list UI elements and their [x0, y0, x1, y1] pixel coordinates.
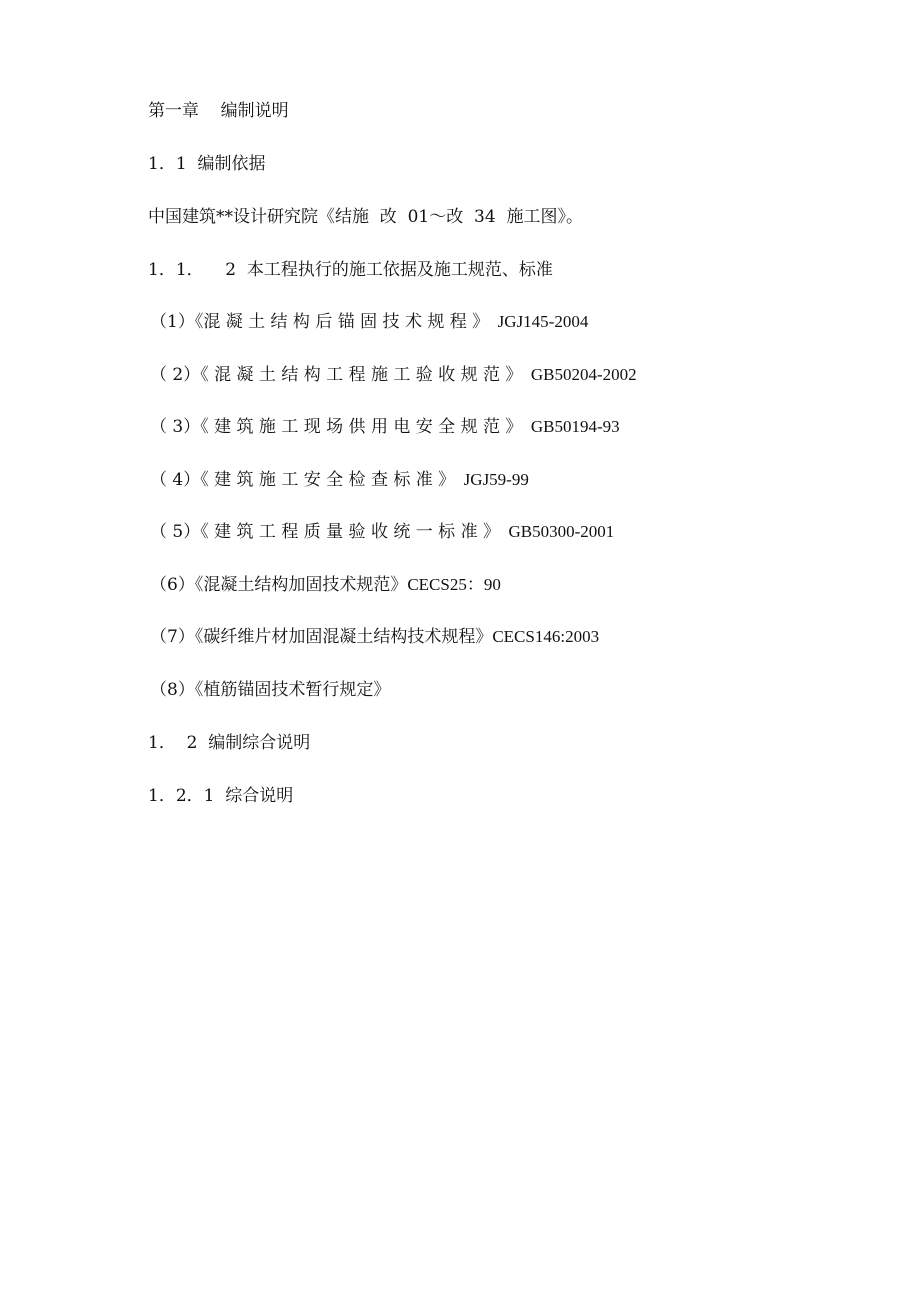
- standard-item-6: [150, 575, 501, 595]
- standard-title: （ 3）《 建 筑 施 工 现 场 供 用 电 安 全 规 范 》: [150, 417, 523, 437]
- standard-title: （7）《碳纤维片材加固混凝土结构技术规程》: [150, 627, 493, 647]
- section-heading-1-2-1: 1．2．1 综合说明: [148, 786, 294, 806]
- standard-item-2: [150, 365, 637, 385]
- standard-item-4: [150, 470, 529, 490]
- standard-item-3: [150, 417, 620, 437]
- basis-text: 中国建筑**设计研究院《结施 改 01～改 34 施工图》。: [148, 207, 583, 227]
- standard-title: （6）《混凝土结构加固技术规范》: [150, 575, 408, 595]
- standard-code: CECS146:2003: [492, 627, 600, 646]
- standard-title: （1）《混 凝 土 结 构 后 锚 固 技 术 规 程 》: [150, 312, 490, 332]
- standard-code: JGJ59-99: [455, 470, 529, 489]
- chapter-title: 第一章 编制说明: [148, 101, 289, 121]
- section-heading-1-1: 1．1 编制依据: [148, 154, 266, 174]
- standard-title: （ 2）《 混 凝 土 结 构 工 程 施 工 验 收 规 范 》: [150, 365, 523, 385]
- standard-title: （ 4）《 建 筑 施 工 安 全 检 查 标 准 》: [150, 470, 456, 490]
- standard-item-1: [150, 312, 588, 332]
- section-heading-1-1-2: 1．1． 2 本工程执行的施工依据及施工规范、标准: [148, 260, 553, 280]
- standard-code: GB50194-93: [522, 417, 620, 436]
- standard-title: （ 5）《 建 筑 工 程 质 量 验 收 统 一 标 准 》: [150, 522, 500, 542]
- standard-item-5: [150, 522, 614, 542]
- standard-item-7: [150, 627, 599, 647]
- standard-code: JGJ145-2004: [489, 312, 589, 331]
- standard-code: GB50300-2001: [499, 522, 615, 541]
- standard-code: GB50204-2002: [522, 365, 637, 384]
- standard-code: CECS25：90: [407, 575, 501, 594]
- standard-title: （8）《植筋锚固技术暂行规定》: [150, 680, 391, 700]
- standard-item-8: [150, 680, 390, 700]
- section-heading-1-2: 1． 2 编制综合说明: [148, 733, 311, 753]
